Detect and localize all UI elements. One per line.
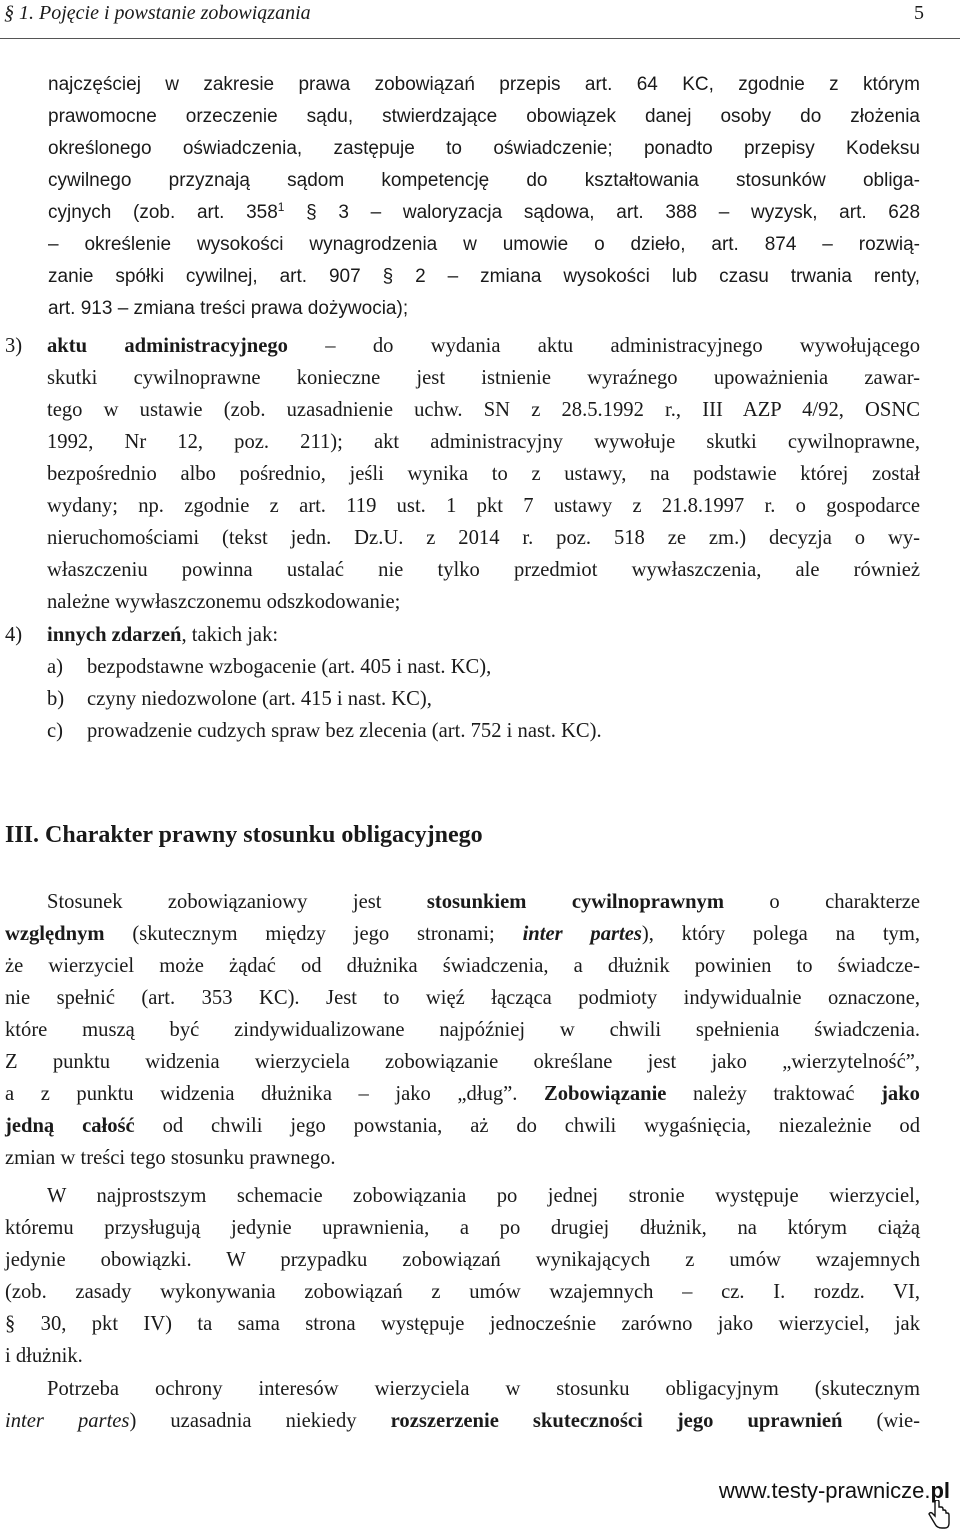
text-segment: a z punktu widzenia dłużnika – jako „dług”. (5, 1083, 518, 1105)
sub-item (5, 651, 920, 683)
text-line: 1992, Nr 12, poz. 211); akt administracyjny wywołuje skutki cywilnoprawne, (47, 431, 920, 453)
hand-pointer-icon (926, 1500, 952, 1530)
text-line (5, 1405, 920, 1437)
text-line: – określenie wysokości wynagrodzenia w umowie o dzieło, art. 874 – rozwią- (48, 234, 920, 255)
text-line: wydany; np. zgodnie z art. 119 ust. 1 pkt 7 ustawy z 21.8.1997 r. o gospodarce (47, 495, 920, 517)
text-line: prawomocne orzeczenie sądu, stwierdzające obowiązek danej osoby do złożenia (48, 106, 920, 127)
text-segment: § 3 – waloryzacja sądowa, art. 388 – wyzysk, art. 628 (306, 202, 921, 223)
text-line: cywilnego przyznają sądom kompetencję do kształtowania stosunków obliga- (48, 170, 920, 191)
sub-item (5, 715, 920, 747)
text-line (5, 1110, 920, 1142)
text-line: nieruchomościami (tekst jedn. Dz.U. z 2014 r. poz. 518 ze zm.) decyzja o wy- (47, 527, 920, 549)
bold-term: jedną całość (5, 1115, 135, 1137)
paragraph-1 (5, 886, 920, 1174)
text-segment: ) uzasadnia niekiedy (129, 1410, 357, 1432)
text-line (48, 197, 920, 229)
text-line: które muszą być zindywidualizowane najpóźniej w chwili spełnienia świadczenia. (5, 1019, 920, 1041)
list-item-4 (5, 619, 920, 747)
list-item-3 (5, 330, 920, 618)
sub-text: bezpodstawne wzbogacenie (art. 405 i nast. KC), (87, 656, 492, 678)
text-line: Potrzeba ochrony interesów wierzyciela w stosunku obligacyjnym (skutecznym (47, 1378, 920, 1400)
text-line: zanie spółki cywilnej, art. 907 § 2 – zmiana wysokości lub czasu trwania renty, (48, 266, 920, 287)
text-line: (zob. zasady wykonywania zobowiązań z umów wzajemnych – cz. I. rozdz. VI, (5, 1281, 920, 1303)
text-segment: (wie- (876, 1410, 920, 1432)
section-heading (5, 822, 483, 849)
sub-text: prowadzenie cudzych spraw bez zlecenia (art. 752 i nast. KC). (87, 720, 602, 742)
url-tld: pl (930, 1478, 950, 1503)
latin-term: inter partes (522, 923, 642, 945)
text-line (5, 330, 920, 362)
text-line: i dłużnik. (5, 1345, 83, 1367)
bold-term: stosunkiem cywilnoprawnym (426, 891, 724, 913)
text-line: art. 913 – zmiana treści prawa dożywocia); (48, 298, 409, 319)
page-number: 5 (914, 2, 924, 24)
text-segment: należy traktować (693, 1083, 855, 1105)
text-segment: od chwili jego powstania, aż do chwili wygaśnięcia, niezależnie od (162, 1115, 920, 1137)
bold-term: jako (881, 1083, 920, 1105)
text-line: jedynie obowiązki. W przypadku zobowiązań wynikających z umów wzajemnych (5, 1249, 920, 1271)
bold-term: aktu administracyjnego (47, 335, 288, 357)
bold-term: Zobowiązanie (544, 1083, 667, 1105)
section-numeral: III. (5, 822, 40, 848)
text-line (5, 918, 920, 950)
text-line (5, 886, 920, 918)
paragraph-2 (5, 1180, 920, 1372)
text-segment: , takich jak: (181, 624, 279, 646)
sub-label: b) (47, 688, 65, 710)
bold-term: względnym (5, 923, 105, 945)
text-line: że wierzyciel może żądać od dłużnika świadczenia, a dłużnik powinien to świadcze- (5, 955, 920, 977)
text-line: § 30, pkt IV) ta sama strona występuje jednocześnie zarówno jako wierzyciel, jak (5, 1313, 920, 1335)
page-header (0, 0, 960, 40)
text-line: najczęściej w zakresie prawa zobowiązań przepis art. 64 KC, zgodnie z którym (48, 74, 920, 95)
bold-term: innych zdarzeń (47, 624, 182, 646)
text-segment: o charakterze (769, 891, 920, 913)
text-line: bezpośrednio albo pośrednio, jeśli wynika to z ustawy, na podstawie której został (47, 463, 920, 485)
text-line: któremu przysługują jedynie uprawnienia, a po drugiej dłużnik, na którym ciążą (5, 1217, 920, 1239)
running-title: § 1. Pojęcie i powstanie zobowiązania (4, 2, 311, 24)
item-2-continuation (48, 69, 920, 325)
text-segment: (skutecznym między jego stronami; (132, 923, 495, 945)
text-line: W najprostszym schemacie zobowiązania po jednej stronie występuje wierzyciel, (47, 1185, 920, 1207)
text-segment: ), który polega na tym, (641, 923, 921, 945)
url-text: www.testy-prawnicze. (718, 1478, 931, 1503)
text-line: tego w ustawie (zob. uzasadnienie uchw. SN z 28.5.1992 r., III AZP 4/92, OSNC (47, 399, 920, 421)
latin-term: inter partes (5, 1410, 130, 1432)
bold-term: rozszerzenie skuteczności jego uprawnień (390, 1410, 843, 1432)
text-segment: – do wydania aktu administracyjnego wywołującego (325, 335, 920, 357)
text-segment: cyjnych (zob. art. 358 (48, 202, 278, 223)
list-number: 3) (5, 335, 23, 357)
list-number: 4) (5, 624, 23, 646)
sub-text: czyny niedozwolone (art. 415 i nast. KC), (87, 688, 432, 710)
superscript: 1 (277, 200, 285, 214)
text-line: należne wywłaszczonemu odszkodowanie; (47, 591, 401, 613)
text-line: właszczeniu powinna ustalać nie tylko przedmiot wywłaszczenia, ale również (47, 559, 920, 581)
section-title: Charakter prawny stosunku obligacyjnego (45, 822, 483, 848)
text-line: skutki cywilnoprawne konieczne jest istnienie wyraźnego upoważnienia zawar- (47, 367, 920, 389)
text-line: zmian w treści tego stosunku prawnego. (5, 1147, 336, 1169)
sub-item (5, 683, 920, 715)
text-line (5, 619, 920, 651)
text-line: nie spełnić (art. 353 KC). Jest to więź łącząca podmioty indywidualnie oznaczone, (5, 987, 920, 1009)
text-segment: Stosunek zobowiązaniowy jest (47, 891, 382, 913)
sub-label: a) (47, 656, 63, 678)
paragraph-3 (5, 1373, 920, 1437)
text-line: Z punktu widzenia wierzyciela zobowiązanie określane jest jako „wierzytelność”, (5, 1051, 920, 1073)
text-line: określonego oświadczenia, zastępuje to oświadczenie; ponadto przepisy Kodeksu (48, 138, 920, 159)
header-rule (0, 38, 960, 39)
sub-label: c) (47, 720, 63, 742)
text-line (5, 1078, 920, 1110)
website-link[interactable] (719, 1478, 950, 1504)
